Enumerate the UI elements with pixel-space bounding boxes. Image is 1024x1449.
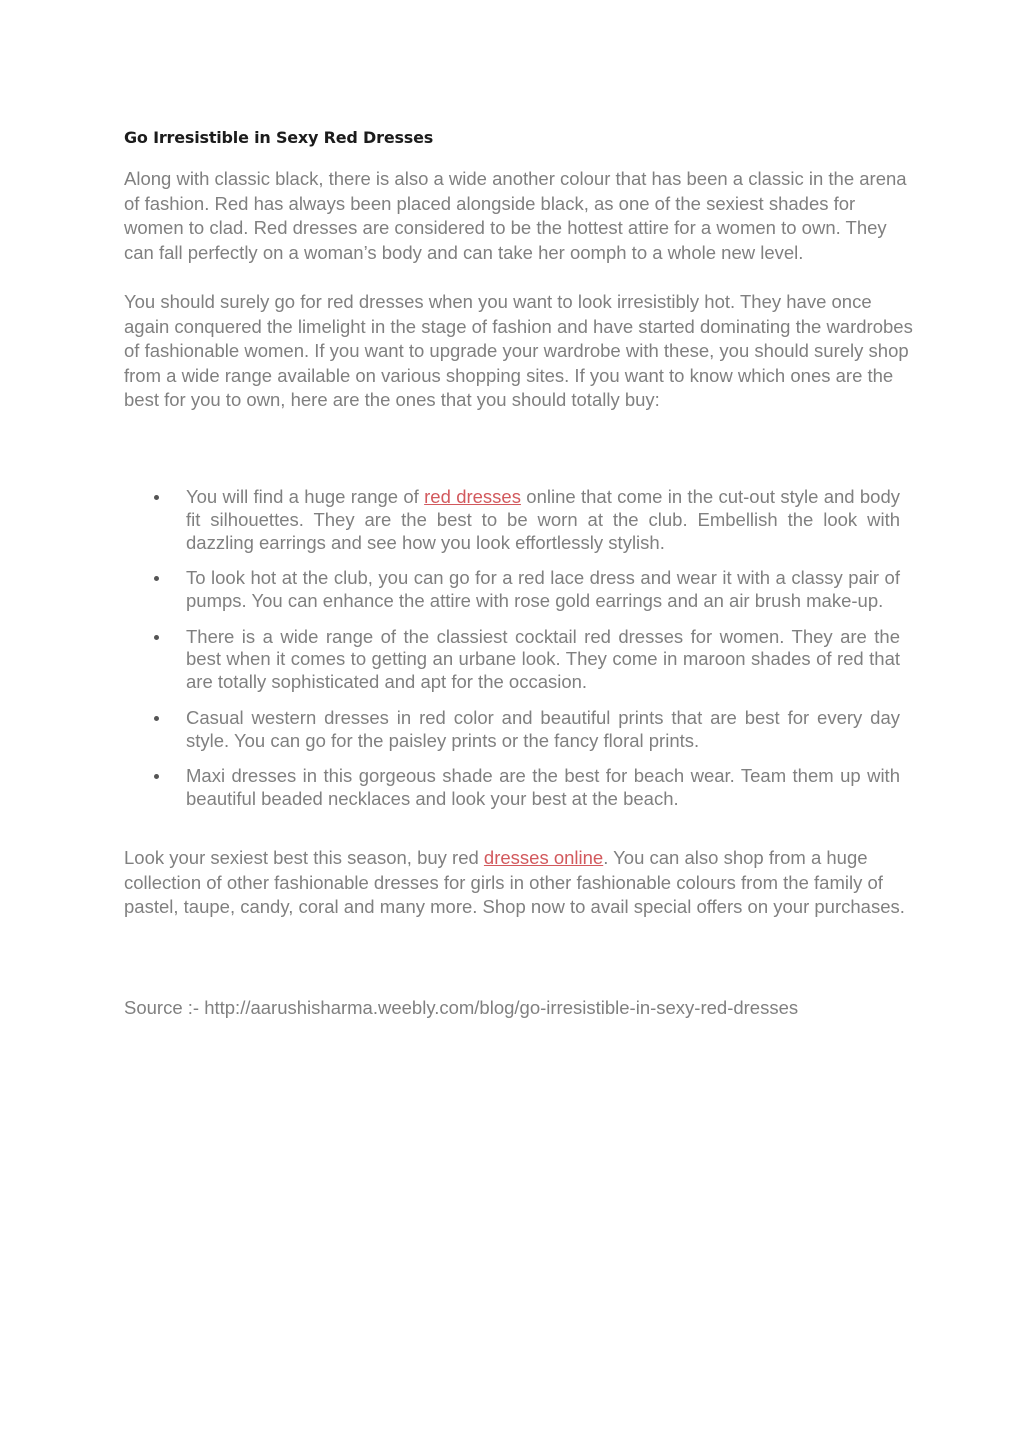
closing-text-before: Look your sexiest best this season, buy red: [124, 847, 484, 868]
list-item: [186, 707, 900, 753]
dress-ideas-list: [186, 486, 900, 811]
list-item-text: Casual western dresses in red color and beautiful prints that are best for every day style. You can go for the paisley prints or the fancy floral prints.: [186, 706, 900, 751]
page-title: Go Irresistible in Sexy Red Dresses: [124, 128, 434, 147]
list-item-text: To look hot at the club, you can go for a red lace dress and wear it with a classy pair of pumps. You can enhance the attire with rose gold earrings and an air brush make-up.: [186, 567, 900, 611]
source-line: Source :- http://aarushisharma.weebly.com/blog/go-irresistible-in-sexy-red-dresses: [124, 997, 799, 1018]
list-item: [186, 626, 900, 694]
closing-paragraph: [124, 846, 914, 920]
red-dresses-link[interactable]: red dresses: [424, 486, 521, 507]
bullet-icon: [154, 576, 159, 581]
list-item: [186, 765, 900, 811]
list-item-text: Maxi dresses in this gorgeous shade are the best for beach wear. Team them up with beautiful beaded necklaces and look your best at the beach.: [186, 765, 900, 809]
list-item-text-before: You will find a huge range of: [186, 486, 425, 507]
dresses-online-link[interactable]: dresses online: [483, 847, 604, 868]
intro-paragraph: Along with classic black, there is also a wide another colour that has been a classic in the arena of fashion. Red has always been placed alongside black, as one of the sexiest shades for women to clad. Red dresses are considered to be the hottest attire for a women to own. They can fall perfectly on a woman’s body and can take her oomph to a whole new level.: [124, 168, 907, 263]
bullet-icon: [154, 774, 159, 779]
second-paragraph: You should surely go for red dresses when you want to look irresistibly hot. They have once again conquered the limelight in the stage of fashion and have started dominating the wardrobes of fashionable women. If you want to upgrade your wardrobe with these, you should surely shop from a wide range available on various shopping sites. If you want to know which ones are the best for you to own, here are the ones that you should totally buy:: [124, 291, 913, 411]
bullet-icon: [154, 716, 159, 721]
list-item-text-after: online that come in the cut-out style and body fit silhouettes. They are the best to be worn at the club. Embellish the look with dazzling earrings and see how you look effortlessly stylish.: [186, 486, 900, 553]
list-item-text: There is a wide range of the classiest cocktail red dresses for women. They are the best when it comes to getting an urbane look. They come in maroon shades of red that are totally sophisticated and apt for the occasion.: [186, 625, 900, 693]
bullet-icon: [154, 495, 159, 500]
list-item: [186, 567, 900, 613]
closing-text-after: . You can also shop from a huge collection of other fashionable dresses for girls in other fashionable colours from the family of pastel, taupe, candy, coral and many more. Shop now to avail special offers on your purchases.: [124, 847, 905, 918]
list-item: [186, 486, 900, 554]
bullet-icon: [154, 635, 159, 640]
